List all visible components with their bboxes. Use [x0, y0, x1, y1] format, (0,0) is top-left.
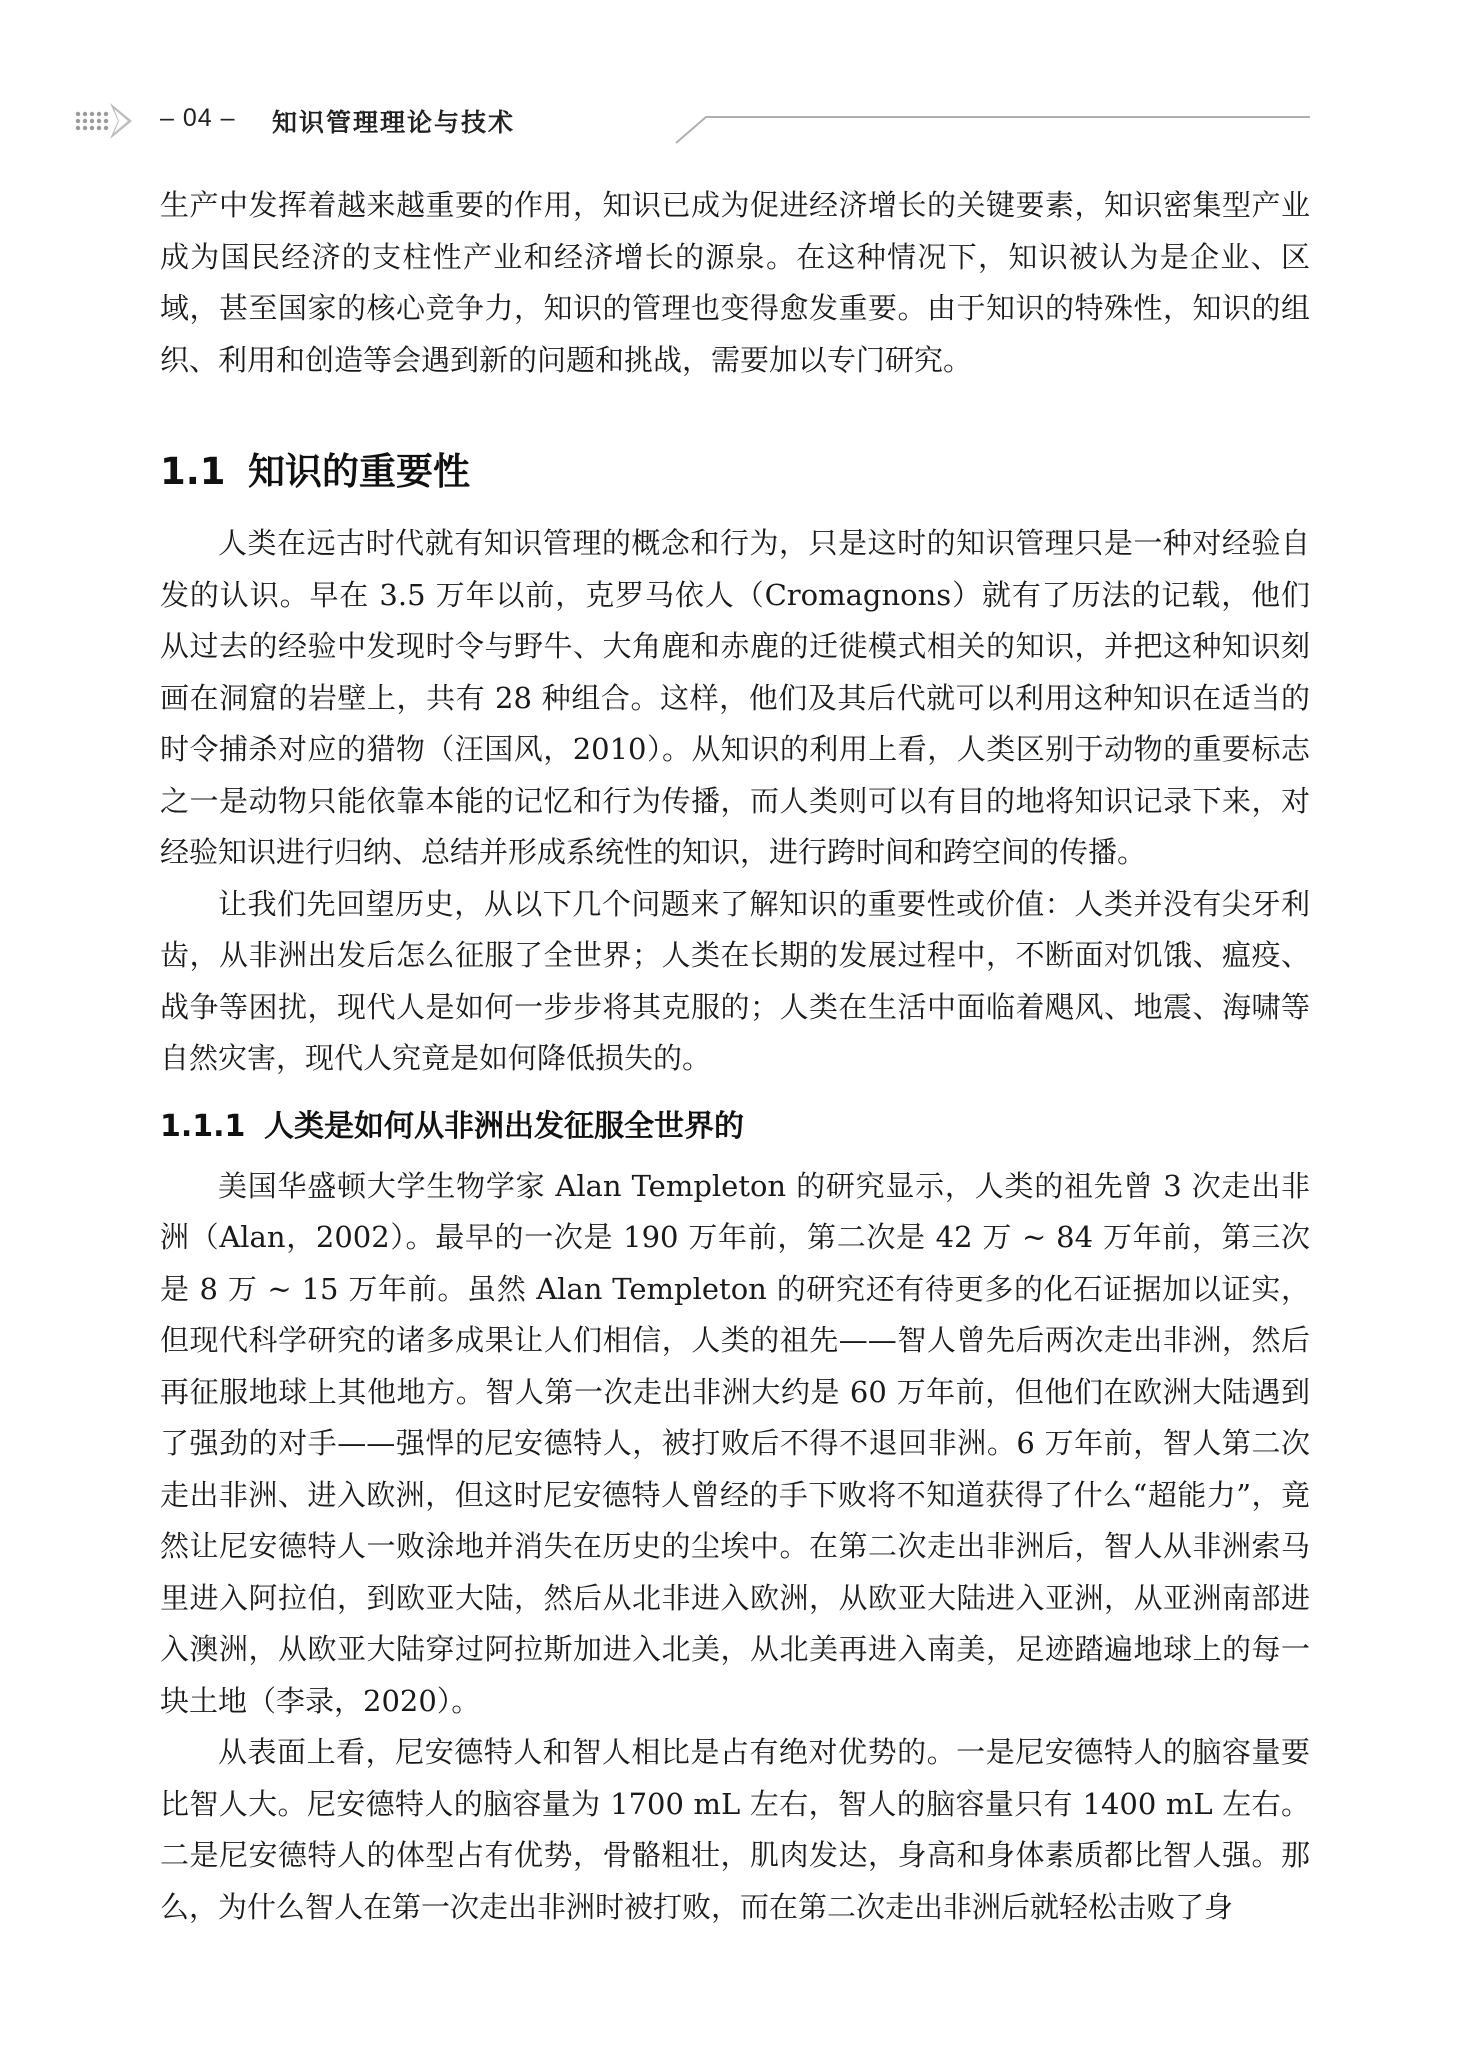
page-number: – 04 –	[160, 104, 236, 132]
section-heading	[160, 448, 1310, 496]
header-rule	[676, 117, 1310, 143]
page-body	[160, 180, 1310, 1933]
subsection-number: 1.1.1	[160, 1108, 246, 1144]
section-paragraph-1: 人类在远古时代就有知识管理的概念和行为，只是这时的知识管理只是一种对经验自发的认识。早在 3.5 万年以前，克罗马依人（Cromagnons）就有了历法的记载，他们从过去的经验中发现时令与野牛、大角鹿和赤鹿的迁徙模式相关的知识，并把这种知识刻画在洞窟的岩壁上，共有 28 种组合。这样，他们及其后代就可以利用这种知识在适当的时令捕杀对应的猎物（汪国风，2010）。从知识的利用上看，人类区别于动物的重要标志之一是动物只能依靠本能的记忆和行为传播，而人类则可以有目的地将知识记录下来，对经验知识进行归纳、总结并形成系统性的知识，进行跨时间和跨空间的传播。	[160, 526, 1310, 869]
dotted-arrow-icon	[76, 103, 132, 139]
section-number: 1.1	[160, 450, 226, 493]
intro-paragraph: 生产中发挥着越来越重要的作用，知识已成为促进经济增长的关键要素，知识密集型产业成为国民经济的支柱性产业和经济增长的源泉。在这种情况下，知识被认为是企业、区域，甚至国家的核心竞争力，知识的管理也变得愈发重要。由于知识的特殊性，知识的组织、利用和创造等会遇到新的问题和挑战，需要加以专门研究。	[160, 188, 1310, 377]
subsection-title: 人类是如何从非洲出发征服全世界的	[264, 1108, 744, 1144]
subsection-paragraph-1: 美国华盛顿大学生物学家 Alan Templeton 的研究显示，人类的祖先曾 3 次走出非洲（Alan，2002）。最早的一次是 190 万年前，第二次是 42 万 ~ 84 万年前，第三次是 8 万 ~ 15 万年前。虽然 Alan Templeton 的研究还有待更多的化石证据加以证实，但现代科学研究的诸多成果让人们相信，人类的祖先——智人曾先后两次走出非洲，然后再征服地球上其他地方。智人第一次走出非洲大约是 60 万年前，但他们在欧洲大陆遇到了强劲的对手——强悍的尼安德特人，被打败后不得不退回非洲。6 万年前，智人第二次走出非洲、进入欧洲，但这时尼安德特人曾经的手下败将不知道获得了什么“超能力”，竟然让尼安德特人一败涂地并消失在历史的尘埃中。在第二次走出非洲后，智人从非洲索马里进入阿拉伯，到欧亚大陆，然后从北非进入欧洲，从欧亚大陆进入亚洲，从亚洲南部进入澳洲，从欧亚大陆穿过阿拉斯加进入北美，从北美再进入南美，足迹踏遍地球上的每一块土地（李录，2020）。	[160, 1168, 1310, 1718]
subsection-paragraph-2: 从表面上看，尼安德特人和智人相比是占有绝对优势的。一是尼安德特人的脑容量要比智人大。尼安德特人的脑容量为 1700 mL 左右，智人的脑容量只有 1400 mL 左右。二是尼安德特人的体型占有优势，骨骼粗壮，肌肉发达，身高和身体素质都比智人强。那么，为什么智人在第一次走出非洲时被打败，而在第二次走出非洲后就轻松击败了身	[160, 1735, 1310, 1924]
section-paragraph-2: 让我们先回望历史，从以下几个问题来了解知识的重要性或价值：人类并没有尖牙利齿，从非洲出发后怎么征服了全世界；人类在长期的发展过程中，不断面对饥饿、瘟疫、战争等困扰，现代人是如何一步步将其克服的；人类在生活中面临着飓风、地震、海啸等自然灾害，现代人究竟是如何降低损失的。	[160, 886, 1310, 1075]
subsection-heading	[160, 1103, 1310, 1151]
section-title: 知识的重要性	[248, 450, 470, 493]
book-title: 知识管理理论与技术	[272, 108, 516, 137]
